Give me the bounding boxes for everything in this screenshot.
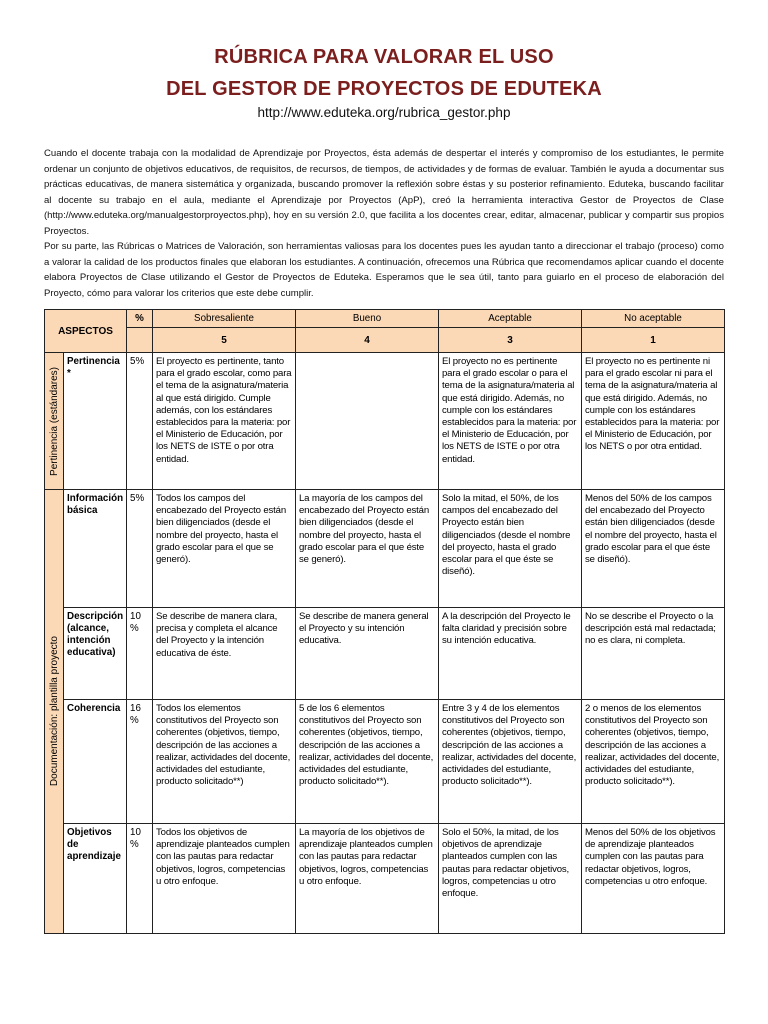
criterion-no-aceptable: 2 o menos de los elementos constitutivos del Proyecto son coherentes (objetivos, tiempo, descripción de las acciones a realizar, actividades del docente, actividades del estudiante, producto solicitado**).	[582, 700, 725, 824]
pct-header-blank	[127, 328, 153, 353]
level-header-no-aceptable: No aceptable	[582, 310, 725, 328]
criterion-aceptable: Solo la mitad, el 50%, de los campos del encabezado del Proyecto están bien diligenciados (desde el nombre del proyecto, hasta el grado escolar para el que éste se diseñó).	[439, 490, 582, 608]
aspect-weight: 16 %	[127, 700, 153, 824]
score-1: 1	[582, 328, 725, 353]
criterion-sobresaliente: Todos los elementos constitutivos del Proyecto son coherentes (objetivos, tiempo, descripción de las acciones a realizar, actividades del docente, actividades del estudiante, producto solicitado**)	[153, 700, 296, 824]
source-url[interactable]: http://www.eduteka.org/rubrica_gestor.php	[257, 105, 511, 120]
criterion-bueno	[296, 353, 439, 490]
aspect-name: Pertinencia *	[64, 353, 127, 490]
criterion-no-aceptable: Menos del 50% de los objetivos de aprendizaje planteados cumplen con las pautas para redactar objetivos, logros, competencias u otro enfoque.	[582, 824, 725, 934]
criterion-no-aceptable: No se describe el Proyecto o la descripción está mal redactada; no es clara, ni completa.	[582, 608, 725, 700]
category-pertinencia	[45, 353, 64, 490]
aspect-weight: 5%	[127, 490, 153, 608]
criterion-bueno: La mayoría de los objetivos de aprendizaje planteados cumplen con las pautas para redactar objetivos, logros, competencias u otro enfoque.	[296, 824, 439, 934]
aspect-name: Objetivos de aprendizaje	[64, 824, 127, 934]
criterion-aceptable: Entre 3 y 4 de los elementos constitutivos del Proyecto son coherentes (objetivos, tiempo, descripción de las acciones a realizar, actividades del docente, actividades del estudiante, producto solicitado**).	[439, 700, 582, 824]
score-4: 4	[296, 328, 439, 353]
criterion-aceptable: El proyecto no es pertinente para el grado escolar o para el tema de la asignatura/materia al que está dirigido. Además, no cumple con los estándares establecidos para la materia: por el Ministerio de Educación, por los NETS de ISTE o por otra entidad.	[439, 353, 582, 490]
criterion-bueno: 5 de los 6 elementos constitutivos del Proyecto son coherentes (objetivos, tiempo, descripción de las acciones a realizar, actividades del docente, actividades del estudiante, producto solicitado**).	[296, 700, 439, 824]
table-row	[45, 824, 725, 934]
table-row	[45, 700, 725, 824]
header-row-levels	[45, 310, 725, 328]
pct-header: %	[127, 310, 153, 328]
intro-paragraph-2: Por su parte, las Rúbricas o Matrices de Valoración, son herramientas valiosas para los docentes pues les ayudan tanto a direccionar el trabajo (proceso) como a valorar la calidad de los productos finales que elaboran los estudiantes. A continuación, ofrecemos una Rúbrica que recomendamos aplicar cuando el docente elabora Proyectos de Clase utilizando el Gestor de Proyectos de Eduteka. Esperamos que le sea útil, tanto para guiarlo en el proceso de elaboración del Proyecto, cómo para valorar los criterios que este debe cumplir.	[44, 241, 724, 299]
table-row	[45, 490, 725, 608]
rubric-table	[44, 309, 725, 934]
aspect-weight: 10 %	[127, 608, 153, 700]
level-header-bueno: Bueno	[296, 310, 439, 328]
header-row-scores	[45, 328, 725, 353]
category-documentacion	[45, 490, 64, 934]
criterion-no-aceptable: El proyecto no es pertinente ni para el grado escolar ni para el tema de la asignatura/materia al que está dirigido. Además, no cumple con los estándares establecidos para la materia: por el Ministerio de Educación, por los NETS o por otra entidad.	[582, 353, 725, 490]
intro-paragraph-1: Cuando el docente trabaja con la modalidad de Aprendizaje por Proyectos, ésta además de despertar el interés y compromiso de los estudiantes, le permite ordenar un conjunto de objetivos educativos, de requisitos, de recursos, de tiempos, de actividades y de formas de evaluar. También le ayuda a documentar sus prácticas educativas, de manera sistemática y organizada, buscando promover la reflexión sobre éstas y su posterior refinamiento. Eduteka, buscando facilitar al docente su trabajo en el aula, mediante el Aprendizaje por Proyectos (ApP), creó la herramienta interactiva Gestor de Proyectos de Clase (http://www.eduteka.org/manualgestorproyectos.php), hoy en su versión 2.0, que facilita a los docentes crear, editar, almacenar, publicar y compartir sus propios Proyectos.	[44, 148, 724, 237]
level-header-aceptable: Aceptable	[439, 310, 582, 328]
criterion-sobresaliente: Todos los campos del encabezado del Proyecto están bien diligenciados (desde el nombre del proyecto, hasta el grado escolar para el que se generó).	[153, 490, 296, 608]
score-5: 5	[153, 328, 296, 353]
criterion-bueno: Se describe de manera general el Proyecto y su intención educativa.	[296, 608, 439, 700]
aspect-weight: 5%	[127, 353, 153, 490]
aspect-name: Información básica	[64, 490, 127, 608]
score-3: 3	[439, 328, 582, 353]
page-title-line-1: RÚBRICA PARA VALORAR EL USO	[214, 46, 554, 68]
aspect-name: Descripción (alcance, intención educativa)	[64, 608, 127, 700]
category-label: Documentación: plantilla proyecto	[48, 636, 60, 787]
table-row	[45, 608, 725, 700]
intro-text	[44, 146, 724, 301]
aspect-name: Coherencia	[64, 700, 127, 824]
level-header-sobresaliente: Sobresaliente	[153, 310, 296, 328]
page-title-line-2: DEL GESTOR DE PROYECTOS DE EDUTEKA	[166, 78, 602, 100]
aspectos-header: ASPECTOS	[45, 310, 127, 353]
criterion-bueno: La mayoría de los campos del encabezado del Proyecto están bien diligenciados (desde el nombre del proyecto, hasta el grado escolar para el que éste se generó).	[296, 490, 439, 608]
criterion-aceptable: Solo el 50%, la mitad, de los objetivos de aprendizaje planteados cumplen con las pautas para redactar objetivos, logros, competencias u otro enfoque.	[439, 824, 582, 934]
criterion-no-aceptable: Menos del 50% de los campos del encabezado del Proyecto están bien diligenciados (desde el nombre del proyecto, hasta el grado escolar para el que éste se diseñó).	[582, 490, 725, 608]
criterion-sobresaliente: Todos los objetivos de aprendizaje planteados cumplen con las pautas para redactar objetivos, logros, competencias u otro enfoque.	[153, 824, 296, 934]
criterion-sobresaliente: El proyecto es pertinente, tanto para el grado escolar, como para el tema de la asignatura/materia al que está dirigido. Cumple además, con los estándares establecidos para la materia: por el Ministerio de Educación, por los NETS de ISTE o por otra entidad.	[153, 353, 296, 490]
aspect-weight: 10 %	[127, 824, 153, 934]
category-label: Pertinencia (estándares)	[48, 366, 60, 476]
table-row	[45, 353, 725, 490]
criterion-aceptable: A la descripción del Proyecto le falta claridad y precisión sobre su intención educativa.	[439, 608, 582, 700]
criterion-sobresaliente: Se describe de manera clara, precisa y completa el alcance del Proyecto y la intención educativa de éste.	[153, 608, 296, 700]
